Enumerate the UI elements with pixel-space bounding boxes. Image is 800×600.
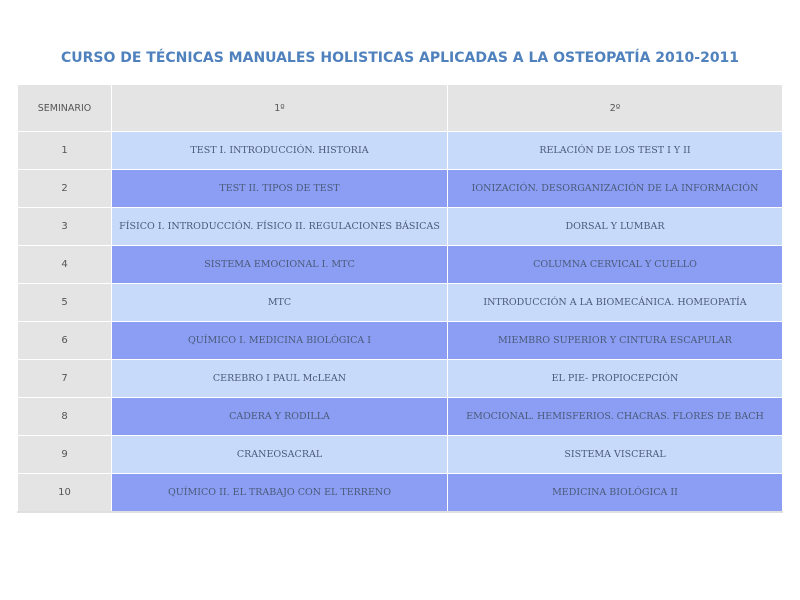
second-topic: COLUMNA CERVICAL Y CUELLO [448, 246, 783, 284]
table-row [18, 322, 783, 360]
table-row [18, 284, 783, 322]
first-topic: TEST I. INTRODUCCIÓN. HISTORIA [112, 132, 448, 170]
second-topic: RELACIÓN DE LOS TEST I Y II [448, 132, 783, 170]
second-topic: MIEMBRO SUPERIOR Y CINTURA ESCAPULAR [448, 322, 783, 360]
first-topic: CRANEOSACRAL [112, 436, 448, 474]
table-row [18, 436, 783, 474]
table-row [18, 132, 783, 170]
table-row [18, 208, 783, 246]
table-row [18, 360, 783, 398]
table-row [18, 170, 783, 208]
first-topic: MTC [112, 284, 448, 322]
schedule-table [17, 84, 783, 513]
header-first: 1º [112, 85, 448, 132]
first-topic: SISTEMA EMOCIONAL I. MTC [112, 246, 448, 284]
second-topic: SISTEMA VISCERAL [448, 436, 783, 474]
header-seminario: SEMINARIO [18, 85, 112, 132]
seminar-number: 3 [18, 208, 112, 246]
seminar-number: 8 [18, 398, 112, 436]
seminar-number: 4 [18, 246, 112, 284]
table-row [18, 398, 783, 436]
second-topic: EL PIE- PROPIOCEPCIÓN [448, 360, 783, 398]
header-second: 2º [448, 85, 783, 132]
second-topic: MEDICINA BIOLÓGICA II [448, 474, 783, 513]
first-topic: CEREBRO I PAUL McLEAN [112, 360, 448, 398]
seminar-number: 7 [18, 360, 112, 398]
seminar-number: 2 [18, 170, 112, 208]
seminar-number: 5 [18, 284, 112, 322]
first-topic: TEST II. TIPOS DE TEST [112, 170, 448, 208]
seminar-number: 6 [18, 322, 112, 360]
first-topic: FÍSICO I. INTRODUCCIÓN. FÍSICO II. REGULACIONES BÁSICAS [112, 208, 448, 246]
seminar-number: 9 [18, 436, 112, 474]
second-topic: INTRODUCCIÓN A LA BIOMECÁNICA. HOMEOPATÍA [448, 284, 783, 322]
table-row [18, 246, 783, 284]
first-topic: QUÍMICO I. MEDICINA BIOLÓGICA I [112, 322, 448, 360]
seminar-number: 1 [18, 132, 112, 170]
second-topic: EMOCIONAL. HEMISFERIOS. CHACRAS. FLORES DE BACH [448, 398, 783, 436]
document-title: CURSO DE TÉCNICAS MANUALES HOLISTICAS APLICADAS A LA OSTEOPATÍA 2010-2011 [60, 50, 740, 66]
table-header-row [18, 85, 783, 132]
first-topic: QUÍMICO II. EL TRABAJO CON EL TERRENO [112, 474, 448, 513]
seminar-number: 10 [18, 474, 112, 513]
table-row [18, 474, 783, 513]
first-topic: CADERA Y RODILLA [112, 398, 448, 436]
second-topic: IONIZACIÓN. DESORGANIZACIÓN DE LA INFORMACIÓN [448, 170, 783, 208]
second-topic: DORSAL Y LUMBAR [448, 208, 783, 246]
